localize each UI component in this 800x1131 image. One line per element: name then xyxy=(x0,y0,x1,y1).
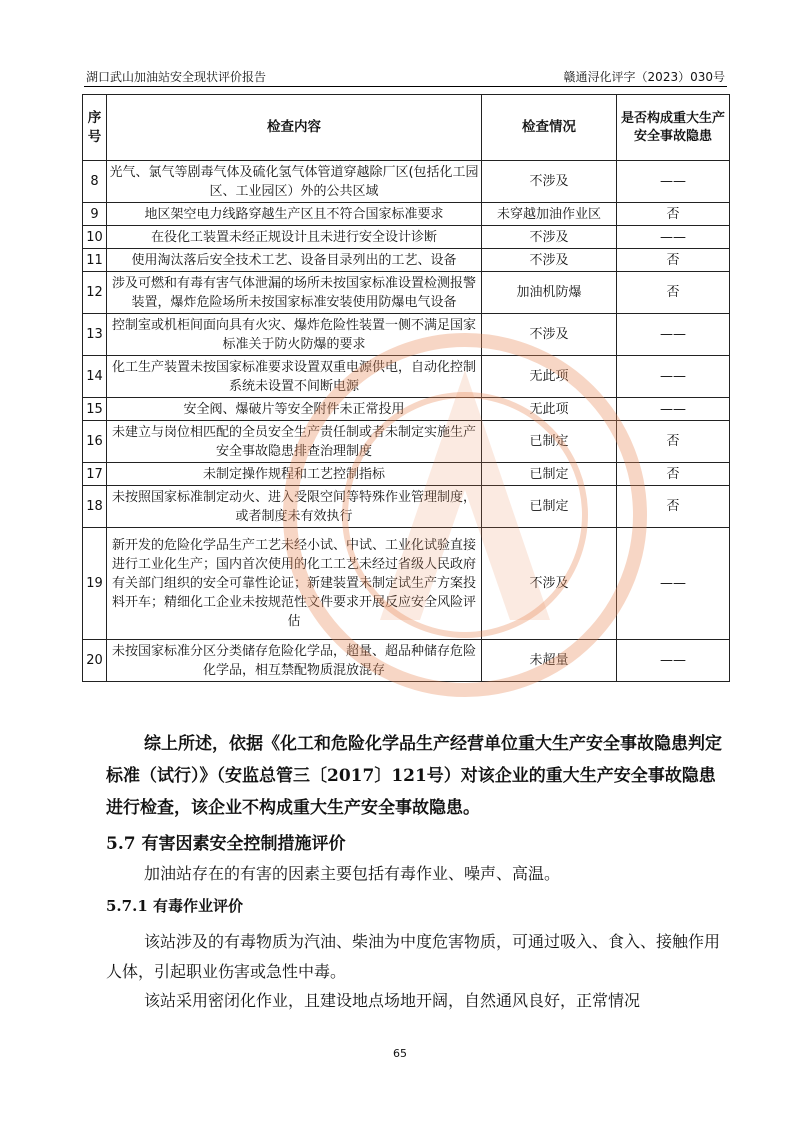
row-number-cell: 18 xyxy=(83,486,107,528)
column-header-content: 检查内容 xyxy=(107,95,482,161)
table-row xyxy=(83,421,730,463)
row-number-cell: 9 xyxy=(83,203,107,226)
check-content-cell: 安全阀、爆破片等安全附件未正常投用 xyxy=(107,398,482,421)
check-content-cell: 光气、氯气等剧毒气体及硫化氢气体管道穿越除厂区(包括化工园区、工业园区）外的公共区域 xyxy=(107,161,482,203)
hazard-cell: 否 xyxy=(617,463,730,486)
column-header-hazard: 是否构成重大生产安全事故隐患 xyxy=(617,95,730,161)
check-status-cell: 加油机防爆 xyxy=(482,272,617,314)
row-number-cell: 10 xyxy=(83,226,107,249)
inspection-table xyxy=(82,94,730,682)
toxic-substance-paragraph: 该站涉及的有毒物质为汽油、柴油为中度危害物质，可通过吸入、食入、接触作用人体，引起职业伤害或急性中毒。 xyxy=(106,932,721,981)
row-number-cell: 20 xyxy=(83,640,107,682)
check-content-cell: 未按国家标准分区分类储存危险化学品，超量、超品种储存危险化学品，相互禁配物质混放混存 xyxy=(107,640,482,682)
hazard-cell: 否 xyxy=(617,272,730,314)
check-content-cell: 未按照国家标准制定动火、进入受限空间等特殊作业管理制度，或者制度未有效执行 xyxy=(107,486,482,528)
table-row xyxy=(83,249,730,272)
closed-operation-paragraph: 该站采用密闭化作业，且建设地点场地开阔，自然通风良好，正常情况 xyxy=(144,991,641,1010)
check-content-cell: 涉及可燃和有毒有害气体泄漏的场所未按国家标准设置检测报警装置，爆炸危险场所未按国家标准安装使用防爆电气设备 xyxy=(107,272,482,314)
row-number-cell: 17 xyxy=(83,463,107,486)
table-header-row xyxy=(83,95,730,161)
check-content-cell: 未建立与岗位相匹配的全员安全生产责任制或者未制定实施生产安全事故隐患排查治理制度 xyxy=(107,421,482,463)
page-header xyxy=(84,68,727,87)
hazard-cell: —— xyxy=(617,161,730,203)
hazard-cell: 否 xyxy=(617,203,730,226)
check-status-cell: 未穿越加油作业区 xyxy=(482,203,617,226)
table-row xyxy=(83,356,730,398)
check-status-cell: 无此项 xyxy=(482,398,617,421)
row-number-cell: 15 xyxy=(83,398,107,421)
conclusion-paragraph: 综上所述，依据《化工和危险化学品生产经营单位重大生产安全事故隐患判定标准（试行）》（安监总管三〔2017〕121号）对该企业的重大生产安全事故隐患进行检查，该企业不构成重大生产安全事故隐患。 xyxy=(106,734,722,818)
check-status-cell: 不涉及 xyxy=(482,161,617,203)
check-content-cell: 控制室或机柜间面向具有火灾、爆炸危险性装置一侧不满足国家标准关于防火防爆的要求 xyxy=(107,314,482,356)
check-content-cell: 化工生产装置未按国家标准要求设置双重电源供电，自动化控制系统未设置不间断电源 xyxy=(107,356,482,398)
subsection-heading: 5.7.1 有毒作业评价 xyxy=(106,897,243,915)
check-status-cell: 已制定 xyxy=(482,421,617,463)
section-heading: 5.7 有害因素安全控制措施评价 xyxy=(106,834,346,854)
check-status-cell: 未超量 xyxy=(482,640,617,682)
header-report-title: 湖口武山加油站安全现状评价报告 xyxy=(86,70,267,84)
hazard-cell: —— xyxy=(617,640,730,682)
check-status-cell: 已制定 xyxy=(482,463,617,486)
table-row xyxy=(83,314,730,356)
check-status-cell: 已制定 xyxy=(482,486,617,528)
table-row xyxy=(83,161,730,203)
row-number-cell: 19 xyxy=(83,528,107,640)
hazard-cell: —— xyxy=(617,226,730,249)
row-number-cell: 12 xyxy=(83,272,107,314)
column-header-status: 检查情况 xyxy=(482,95,617,161)
check-status-cell: 不涉及 xyxy=(482,249,617,272)
hazard-cell: 否 xyxy=(617,421,730,463)
column-header-no: 序号 xyxy=(83,95,107,161)
section-intro-paragraph: 加油站存在的有害的因素主要包括有毒作业、噪声、高温。 xyxy=(144,864,561,883)
page-number: 65 xyxy=(393,1047,407,1060)
table-row xyxy=(83,528,730,640)
check-status-cell: 无此项 xyxy=(482,356,617,398)
row-number-cell: 16 xyxy=(83,421,107,463)
table-row xyxy=(83,640,730,682)
table-row xyxy=(83,226,730,249)
check-status-cell: 不涉及 xyxy=(482,226,617,249)
check-content-cell: 在役化工装置未经正规设计且未进行安全设计诊断 xyxy=(107,226,482,249)
row-number-cell: 13 xyxy=(83,314,107,356)
table-row xyxy=(83,398,730,421)
check-content-cell: 地区架空电力线路穿越生产区且不符合国家标准要求 xyxy=(107,203,482,226)
row-number-cell: 11 xyxy=(83,249,107,272)
hazard-cell: —— xyxy=(617,356,730,398)
hazard-cell: 否 xyxy=(617,486,730,528)
table-row xyxy=(83,463,730,486)
check-content-cell: 新开发的危险化学品生产工艺未经小试、中试、工业化试验直接进行工业化生产；国内首次使用的化工工艺未经过省级人民政府有关部门组织的安全可靠性论证；新建装置未制定试生产方案投料开车；精细化工企业未按规范性文件要求开展反应安全风险评估 xyxy=(107,528,482,640)
header-document-number: 赣通浔化评字（2023）030号 xyxy=(563,70,725,84)
row-number-cell: 8 xyxy=(83,161,107,203)
check-status-cell: 不涉及 xyxy=(482,528,617,640)
row-number-cell: 14 xyxy=(83,356,107,398)
table-row xyxy=(83,203,730,226)
check-status-cell: 不涉及 xyxy=(482,314,617,356)
hazard-cell: —— xyxy=(617,314,730,356)
table-row xyxy=(83,486,730,528)
hazard-cell: —— xyxy=(617,398,730,421)
hazard-cell: —— xyxy=(617,528,730,640)
hazard-cell: 否 xyxy=(617,249,730,272)
table-row xyxy=(83,272,730,314)
check-content-cell: 使用淘汰落后安全技术工艺、设备目录列出的工艺、设备 xyxy=(107,249,482,272)
check-content-cell: 未制定操作规程和工艺控制指标 xyxy=(107,463,482,486)
